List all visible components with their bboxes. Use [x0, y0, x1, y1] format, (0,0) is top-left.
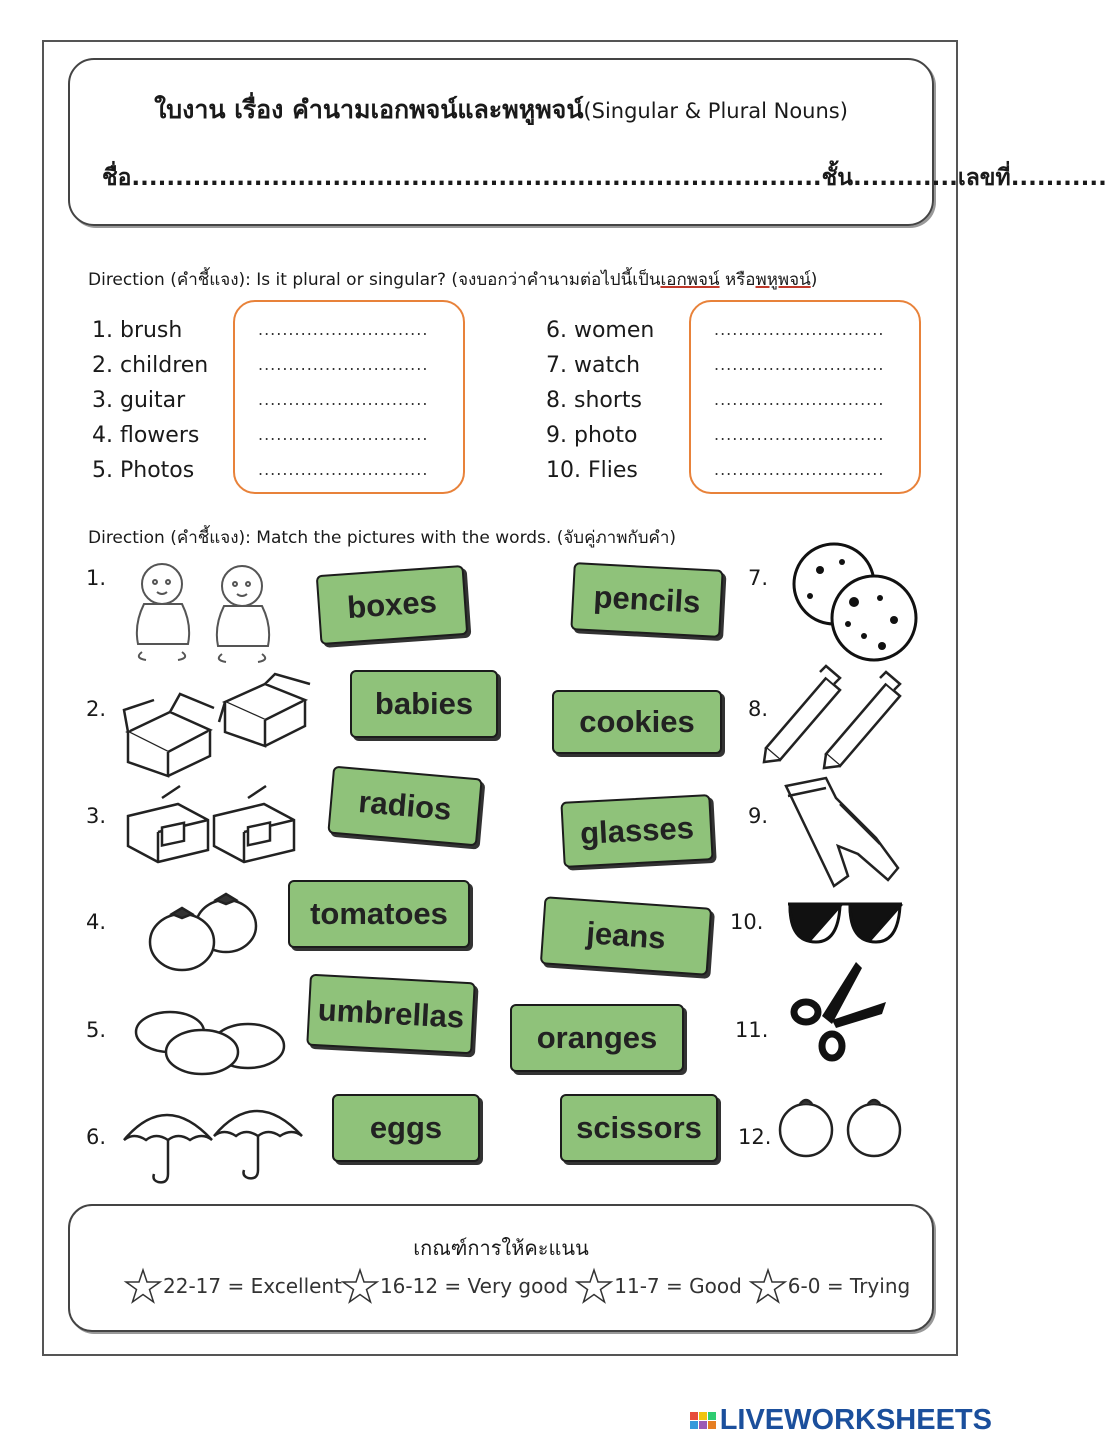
- student-info-line: ชื่อ...............................................................................ชั้น............เลขที่...........: [102, 165, 1107, 191]
- answer-field-9[interactable]: ............................: [714, 425, 885, 444]
- picture-number-7: 7.: [748, 566, 769, 590]
- answer-field-6[interactable]: ............................: [714, 320, 885, 339]
- pencils-picture: [760, 664, 928, 768]
- noun-item-7: 7. watch: [546, 353, 641, 378]
- score-level-good: 11-7 = Good: [614, 1274, 742, 1298]
- picture-number-10: 10.: [730, 910, 764, 934]
- word-card-radios[interactable]: radios: [327, 766, 482, 847]
- answer-field-1[interactable]: ............................: [258, 320, 429, 339]
- direction-matching: Direction (คำชี้แจง): Match the pictures with the words. (จับคู่ภาพกับคำ): [88, 528, 677, 548]
- score-level-excellent: 22-17 = Excellent: [163, 1274, 342, 1298]
- word-card-jeans[interactable]: jeans: [540, 896, 712, 976]
- cookies-picture: [790, 540, 920, 664]
- logo-mark-icon: [690, 1412, 716, 1429]
- direction-underlined-singular: เอกพจน์: [660, 270, 720, 290]
- star-icon: [576, 1268, 612, 1304]
- noun-item-8: 8. shorts: [546, 388, 642, 413]
- picture-number-11: 11.: [735, 1018, 769, 1042]
- jeans-picture: [782, 774, 906, 898]
- answer-field-8[interactable]: ............................: [714, 390, 885, 409]
- picture-number-5: 5.: [86, 1018, 107, 1042]
- page-title: [70, 90, 932, 130]
- word-card-glasses[interactable]: glasses: [560, 794, 713, 868]
- noun-item-2: 2. children: [92, 353, 209, 378]
- title-thai: ใบงาน เรื่อง คำนามเอกพจน์และพหูพจน์: [154, 95, 584, 124]
- noun-item-3: 3. guitar: [92, 388, 186, 413]
- direction-text: Direction (คำชี้แจง): Is it plural or singular? (จงบอกว่าคำนามต่อไปนี้เป็น: [88, 270, 661, 290]
- noun-item-10: 10. Flies: [546, 458, 638, 483]
- direction-singular-plural: [88, 266, 817, 293]
- word-card-babies[interactable]: babies: [350, 670, 498, 738]
- scoring-box: [68, 1204, 934, 1332]
- logo-text: LIVEWORKSHEETS: [719, 1404, 992, 1436]
- glasses-picture: [782, 894, 908, 946]
- score-level-trying: 6-0 = Trying: [787, 1274, 911, 1298]
- oranges-picture: [776, 1094, 906, 1160]
- scissors-picture: [786, 960, 890, 1062]
- umbrellas-picture: [120, 1094, 306, 1186]
- star-icon: [125, 1268, 161, 1304]
- answer-field-2[interactable]: ............................: [258, 355, 429, 374]
- noun-item-1: 1. brush: [92, 318, 183, 343]
- noun-item-5: 5. Photos: [92, 458, 195, 483]
- word-card-scissors[interactable]: scissors: [560, 1094, 718, 1162]
- picture-number-8: 8.: [748, 697, 769, 721]
- boxes-picture: [120, 672, 320, 776]
- picture-number-4: 4.: [86, 910, 107, 934]
- word-card-eggs[interactable]: eggs: [332, 1094, 480, 1162]
- star-icon: [750, 1268, 786, 1304]
- picture-number-3: 3.: [86, 804, 107, 828]
- header-box: [68, 58, 1107, 226]
- scoring-title: เกณฑ์การให้คะแนน: [413, 1236, 589, 1260]
- direction-text-or: หรือ: [719, 270, 756, 290]
- picture-number-1: 1.: [86, 566, 107, 590]
- babies-picture: [120, 556, 290, 664]
- tomatoes-picture: [144, 892, 264, 974]
- picture-number-9: 9.: [748, 804, 769, 828]
- answer-field-10[interactable]: ............................: [714, 460, 885, 479]
- liveworksheets-logo: [690, 1404, 992, 1437]
- score-level-very-good: 16-12 = Very good: [379, 1274, 569, 1298]
- picture-number-6: 6.: [86, 1125, 107, 1149]
- picture-number-2: 2.: [86, 697, 107, 721]
- eggs-picture: [130, 1006, 300, 1082]
- word-card-oranges[interactable]: oranges: [510, 1004, 684, 1072]
- star-icon: [342, 1268, 378, 1304]
- answer-field-4[interactable]: ............................: [258, 425, 429, 444]
- answer-field-5[interactable]: ............................: [258, 460, 429, 479]
- direction-underlined-plural: พหูพจน์: [755, 270, 811, 290]
- word-card-boxes[interactable]: boxes: [316, 565, 469, 645]
- picture-number-12: 12.: [738, 1125, 772, 1149]
- noun-item-6: 6. women: [546, 318, 655, 343]
- scoring-levels: [125, 1268, 910, 1304]
- answer-field-3[interactable]: ............................: [258, 390, 429, 409]
- noun-item-4: 4. flowers: [92, 423, 200, 448]
- word-card-tomatoes[interactable]: tomatoes: [288, 880, 470, 948]
- radios-picture: [122, 786, 302, 862]
- word-card-pencils[interactable]: pencils: [570, 562, 723, 638]
- direction-text-end: ): [810, 270, 818, 290]
- word-card-umbrellas[interactable]: umbrellas: [306, 974, 476, 1055]
- noun-item-9: 9. photo: [546, 423, 638, 448]
- title-english: (Singular & Plural Nouns): [583, 99, 848, 123]
- word-card-cookies[interactable]: cookies: [552, 690, 722, 754]
- answer-field-7[interactable]: ............................: [714, 355, 885, 374]
